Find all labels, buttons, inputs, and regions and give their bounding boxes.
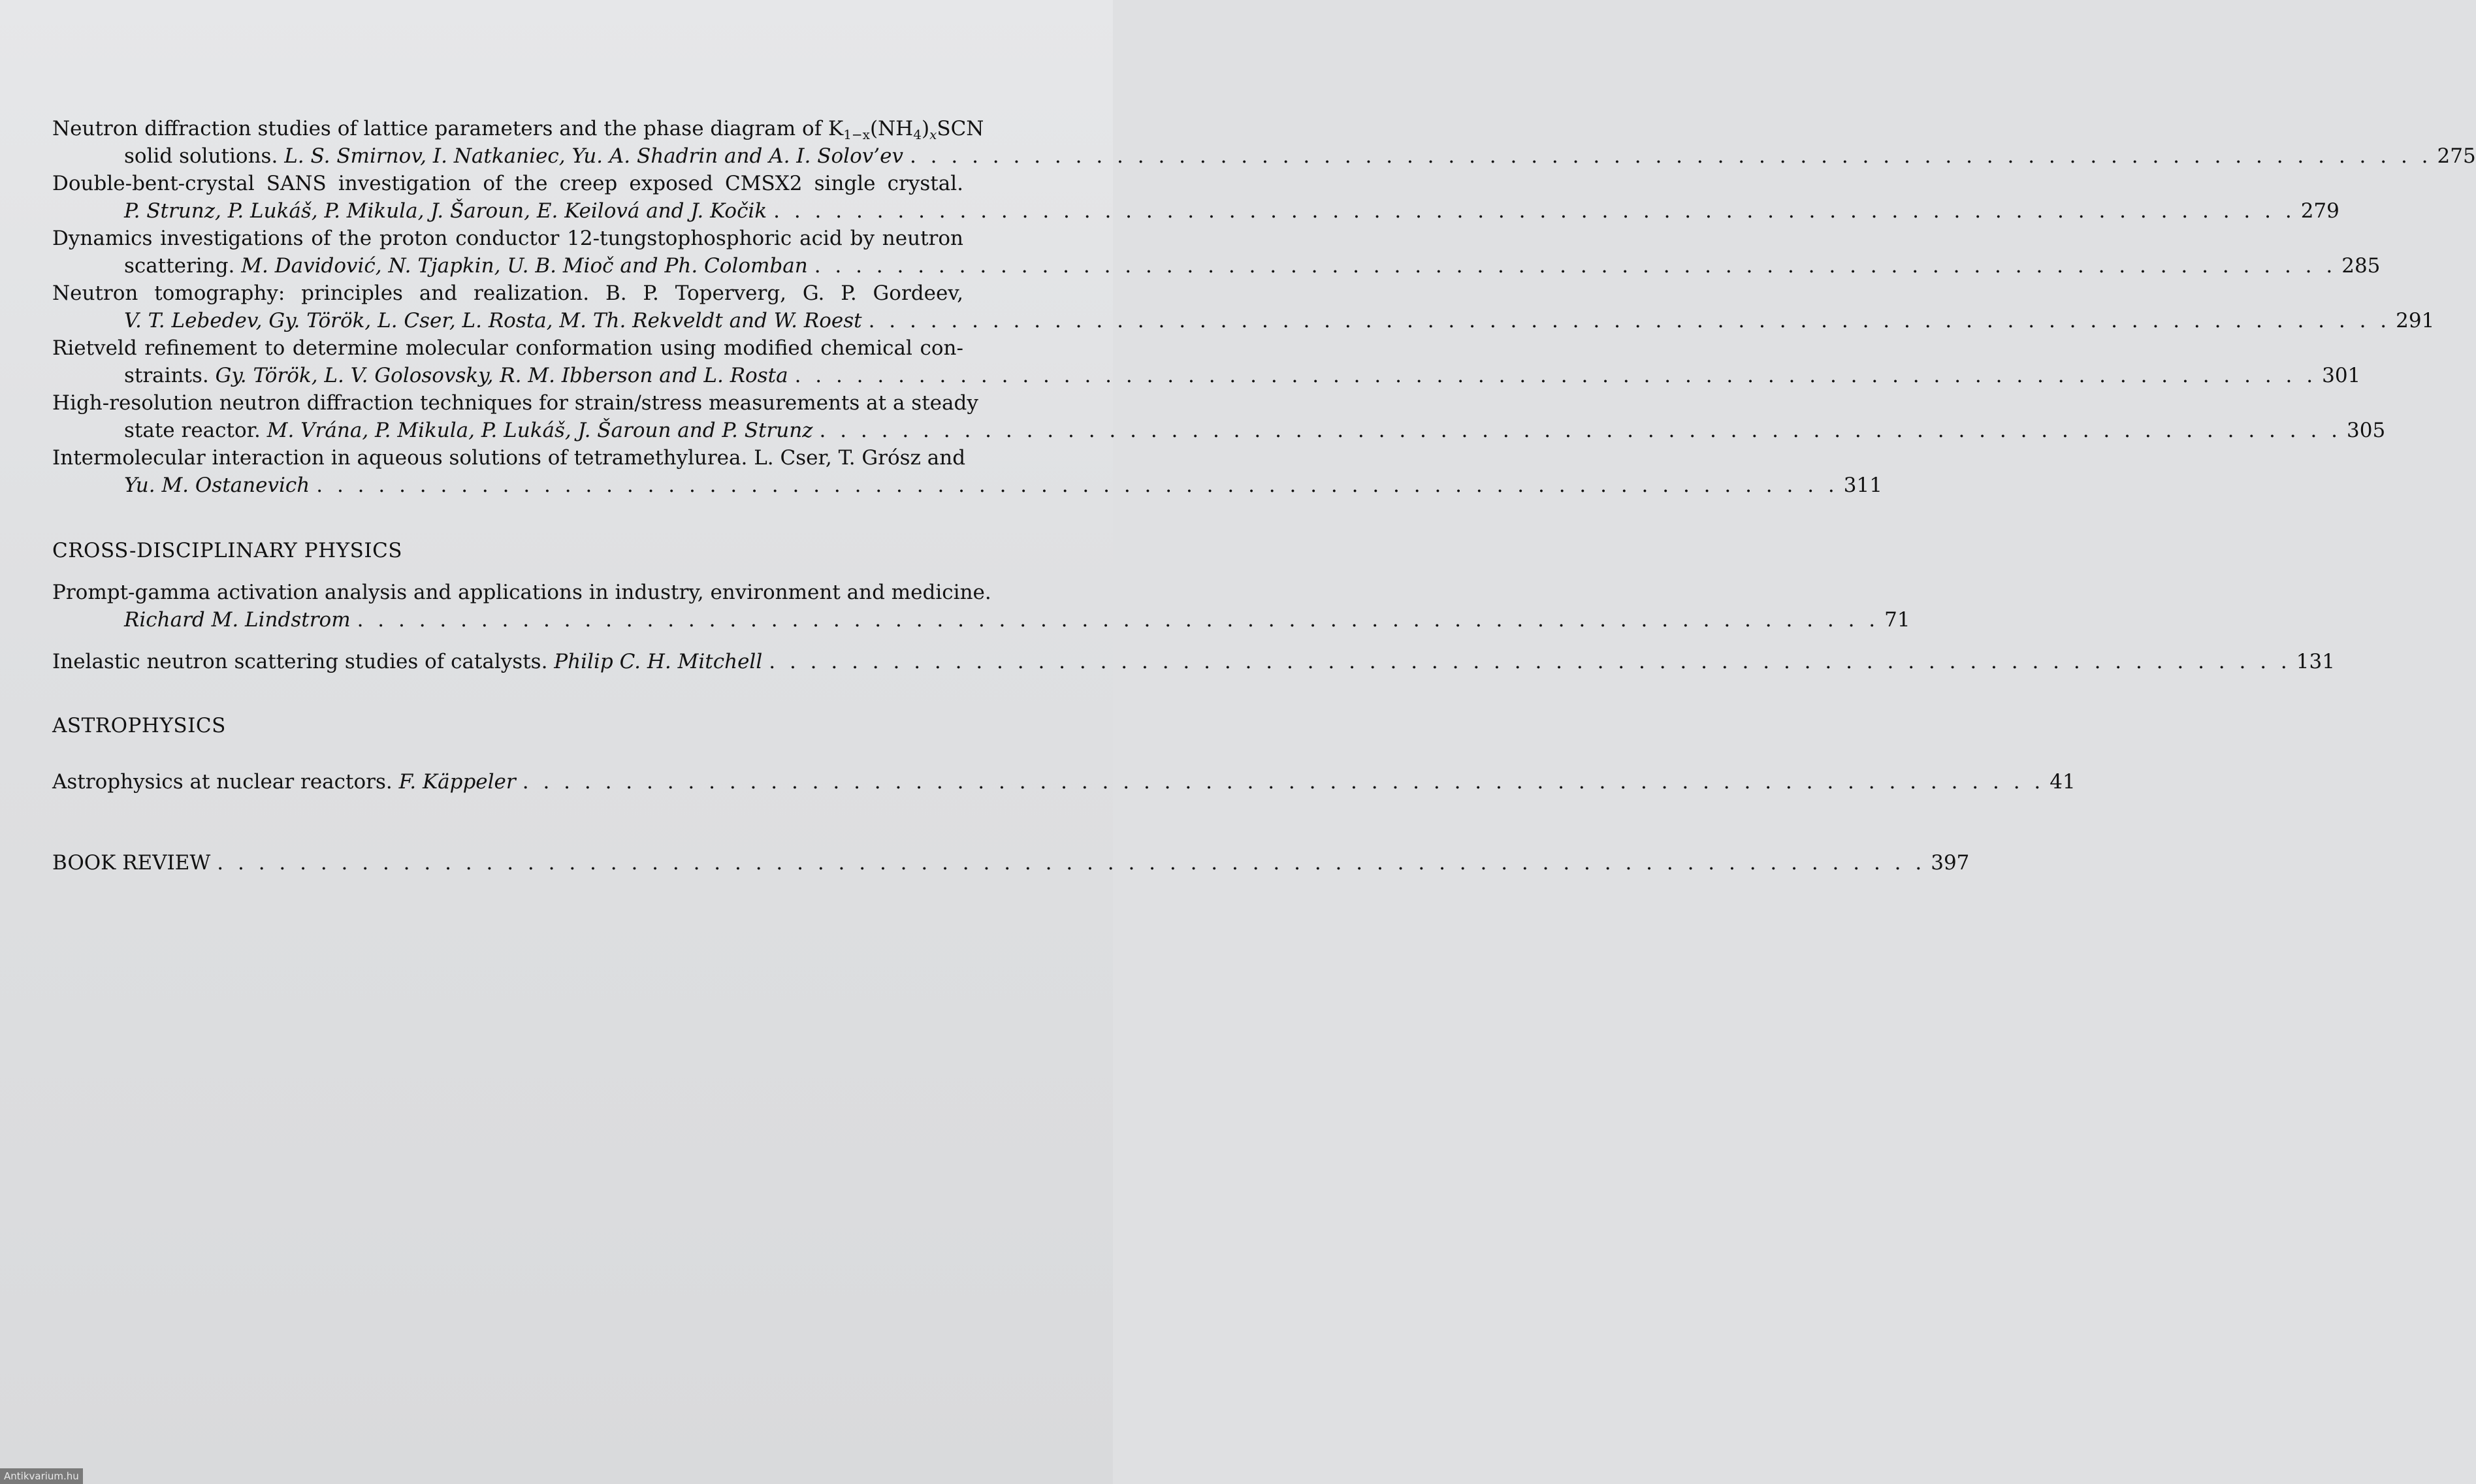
leader-dots: . . . . . . . . . . . . . . . . . . . . . . . . . . . . . . . . . . . . . . . . . . . . . . . . . . . . . . . . . . . . . . . . . . . . . . . . . . xyxy=(316,474,1839,497)
toc-entry xyxy=(52,334,2361,389)
table-of-contents xyxy=(52,115,2476,877)
entry-authors: L. S. Smirnov, I. Natkaniec, Yu. A. Shadrin and A. I. Solov’ev xyxy=(284,144,903,168)
entry-title-line: Prompt-gamma activation analysis and applications in industry, environment and medicine. xyxy=(52,581,991,604)
toc-entry xyxy=(52,170,2339,225)
page-number: 71 xyxy=(1884,608,1910,632)
entry-authors: P. Strunz, P. Lukáš, P. Mikula, J. Šaroun, E. Keilová and J. Kočik xyxy=(124,199,767,223)
section-heading-astrophysics: ASTROPHYSICS xyxy=(52,714,226,737)
toc-entry xyxy=(52,389,2386,444)
entry-title-line: Neutron tomography: principles and realization. B. P. Toperverg, G. P. Gordeev, xyxy=(52,282,963,305)
entry-title-line: Rietveld refinement to determine molecular conformation using modified chemical con- xyxy=(52,336,963,360)
leader-dots: . . . . . . . . . . . . . . . . . . . . . . . . . . . . . . . . . . . . . . . . . . . . . . . . . . . . . . . . . . . . . . . . . . . . . . . . . . xyxy=(794,364,2317,387)
page-number: 41 xyxy=(2050,770,2076,794)
page-number: 285 xyxy=(2341,254,2381,278)
entry-authors: M. Vrána, P. Mikula, P. Lukáš, J. Šaroun and P. Strunz xyxy=(266,419,813,442)
entry-author-line: solid solutions. L. S. Smirnov, I. Natkaniec, Yu. A. Shadrin and A. I. Solov’ev . . . . . . . . . . . . . . . . . . . . . . . . . . . . . . . . . . . . . . . . . . . . . . . . . . . . . . . . . . . . . . . . . . . . . . . . . . 275 xyxy=(52,142,1038,170)
page-number: 131 xyxy=(2296,650,2335,673)
toc-entry xyxy=(52,225,2381,280)
toc-entry-book-review xyxy=(52,849,1970,877)
page-number: 397 xyxy=(1931,851,1970,875)
leader-dots: . . . . . . . . . . . . . . . . . . . . . . . . . . . . . . . . . . . . . . . . . . . . . . . . . . . . . . . . . . . . . . . . . . . . . . . . . . xyxy=(819,419,2342,442)
toc-entry xyxy=(52,280,2435,334)
entry-authors: Richard M. Lindstrom xyxy=(124,608,351,632)
toc-entry: Inelastic neutron scattering studies of catalysts. Philip C. H. Mitchell . . . . . . . . . . . . . . . . . . . . . . . . . . . . . . . . . . . . . . . . . . . . . . . . . . . . . . . . . . . . . . . . . . . . . . . . . . 131 xyxy=(52,648,1038,675)
entry-title-line: High-resolution neutron diffraction techniques for strain/stress measurements at a steady xyxy=(52,391,978,415)
entry-authors: M. Davidović, N. Tjapkin, U. B. Mioč and Ph. Colomban xyxy=(241,254,808,278)
entry-authors: Philip C. H. Mitchell xyxy=(554,650,763,673)
entry-author-line xyxy=(52,307,2435,334)
entry-title-line: Double-bent-crystal SANS investigation of the creep exposed CMSX2 single crystal. xyxy=(52,172,963,195)
entry-author-line: straints. Gy. Török, L. V. Golosovsky, R. M. Ibberson and L. Rosta . . . . . . . . . . . . . . . . . . . . . . . . . . . . . . . . . . . . . . . . . . . . . . . . . . . . . . . . . . . . . . . . . . . . . . . . . . 301 xyxy=(52,362,1038,389)
section-heading-cross-disciplinary: CROSS-DISCIPLINARY PHYSICS xyxy=(52,539,403,562)
entry-authors: F. Käppeler xyxy=(398,770,516,794)
entry-author-line xyxy=(52,472,1882,499)
watermark: Antikvarium.hu xyxy=(0,1468,83,1484)
entry-author-line: scattering. M. Davidović, N. Tjapkin, U. B. Mioč and Ph. Colomban . . . . . . . . . . . . . . . . . . . . . . . . . . . . . . . . . . . . . . . . . . . . . . . . . . . . . . . . . . . . . . . . . . . . . . . . . . 285 xyxy=(52,252,1038,280)
entry-authors: V. T. Lebedev, Gy. Török, L. Cser, L. Rosta, M. Th. Rekveldt and W. Roest xyxy=(124,309,862,332)
page-number: 275 xyxy=(2437,144,2476,168)
entry-author-line xyxy=(52,606,1910,634)
page-number: 311 xyxy=(1843,474,1882,497)
entry-authors: Gy. Török, L. V. Golosovsky, R. M. Ibberson and L. Rosta xyxy=(215,364,788,387)
toc-entry xyxy=(52,115,2476,170)
toc-entry: Astrophysics at nuclear reactors. F. Käppeler . . . . . . . . . . . . . . . . . . . . . . . . . . . . . . . . . . . . . . . . . . . . . . . . . . . . . . . . . . . . . . . . . . . . . . . . . . 41 xyxy=(52,768,1038,796)
leader-dots: . . . . . . . . . . . . . . . . . . . . . . . . . . . . . . . . . . . . . . . . . . . . . . . . . . . . . . . . . . . . . . . . . . . . . . . . . . . . . . . . . . . xyxy=(217,851,1926,875)
entry-author-line: state reactor. M. Vrána, P. Mikula, P. Lukáš, J. Šaroun and P. Strunz . . . . . . . . . . . . . . . . . . . . . . . . . . . . . . . . . . . . . . . . . . . . . . . . . . . . . . . . . . . . . . . . . . . . . . . . . . 305 xyxy=(52,417,1038,444)
page-number: 301 xyxy=(2322,364,2361,387)
leader-dots: . . . . . . . . . . . . . . . . . . . . . . . . . . . . . . . . . . . . . . . . . . . . . . . . . . . . . . . . . . . . . . . . . . . . . . . . . . xyxy=(357,608,1880,632)
leader-dots: . . . . . . . . . . . . . . . . . . . . . . . . . . . . . . . . . . . . . . . . . . . . . . . . . . . . . . . . . . . . . . . . . . . . . . . . . . xyxy=(769,650,2291,673)
page-number: 291 xyxy=(2396,309,2435,332)
page-number: 305 xyxy=(2347,419,2386,442)
leader-dots: . . . . . . . . . . . . . . . . . . . . . . . . . . . . . . . . . . . . . . . . . . . . . . . . . . . . . . . . . . . . . . . . . . . . . . . . . . xyxy=(909,144,2432,168)
leader-dots: . . . . . . . . . . . . . . . . . . . . . . . . . . . . . . . . . . . . . . . . . . . . . . . . . . . . . . . . . . . . . . . . . . . . . . . . . . xyxy=(773,199,2296,223)
toc-entry xyxy=(52,444,1882,499)
entry-author-line xyxy=(52,197,2339,225)
leader-dots: . . . . . . . . . . . . . . . . . . . . . . . . . . . . . . . . . . . . . . . . . . . . . . . . . . . . . . . . . . . . . . . . . . . . . . . . . . xyxy=(868,309,2391,332)
leader-dots: . . . . . . . . . . . . . . . . . . . . . . . . . . . . . . . . . . . . . . . . . . . . . . . . . . . . . . . . . . . . . . . . . . . . . . . . . . xyxy=(522,770,2045,794)
page-number: 279 xyxy=(2300,199,2339,223)
leader-dots: . . . . . . . . . . . . . . . . . . . . . . . . . . . . . . . . . . . . . . . . . . . . . . . . . . . . . . . . . . . . . . . . . . . . . . . . . . xyxy=(814,254,2337,278)
toc-entry xyxy=(52,579,1910,634)
entry-authors: Yu. M. Ostanevich xyxy=(124,474,310,497)
entry-title-line: Neutron diffraction studies of lattice parameters and the phase diagram of $K_{1-x}(NH_4)_xSCN$ xyxy=(52,117,984,142)
entry-title-line: Dynamics investigations of the proton conductor 12-tungstophosphoric acid by neutron xyxy=(52,227,963,250)
section-heading-book-review: BOOK REVIEW xyxy=(52,851,211,875)
entry-title-line: Intermolecular interaction in aqueous solutions of tetramethylurea. L. Cser, T. Grósz and xyxy=(52,446,966,470)
